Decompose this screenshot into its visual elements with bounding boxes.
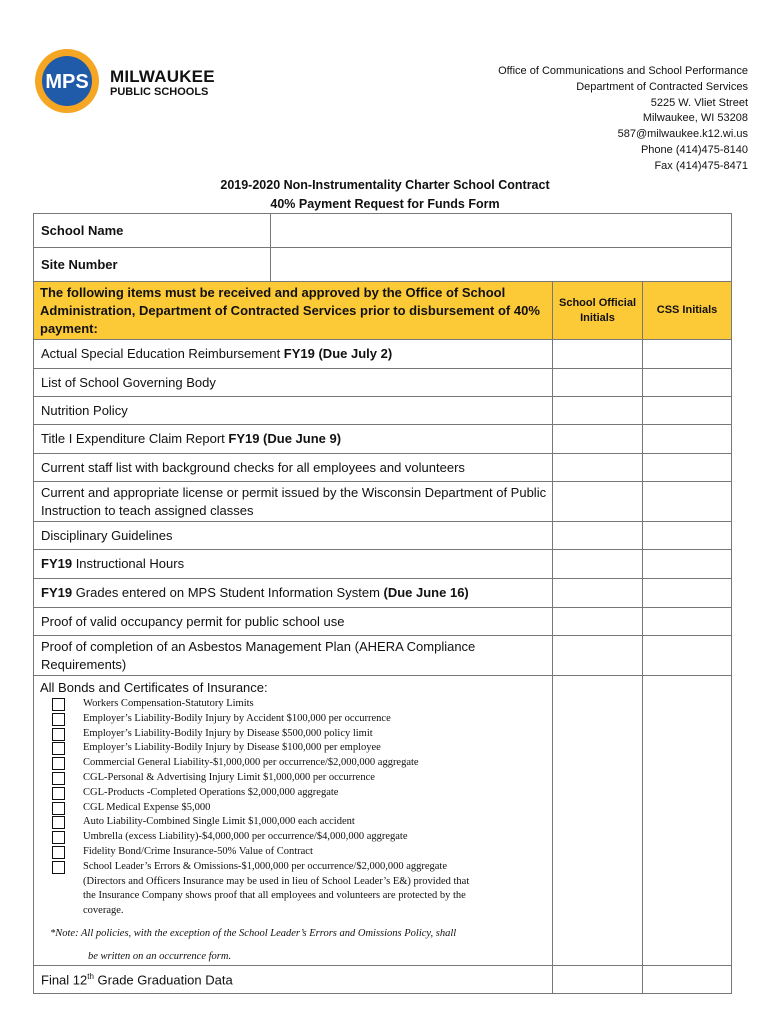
insurance-item: Auto Liability-Combined Single Limit $1,000,000 each accident [40,815,552,830]
css-initials-cell[interactable] [643,550,732,579]
mps-logo [34,48,214,114]
requirement-row [34,579,732,608]
requirement-row [34,608,732,636]
address-phone: Phone (414)475-8140 [640,143,748,156]
requirement-item: Title I Expenditure Claim Report FY19 (Due June 9) [34,425,553,454]
requirements-header-row [34,282,732,340]
requirement-item: FY19 Grades entered on MPS Student Information System (Due June 16) [34,579,553,608]
requirement-row [34,482,732,522]
school-official-initials-cell[interactable] [553,454,643,482]
requirement-row [34,965,732,993]
insurance-checkbox[interactable] [52,787,65,800]
insurance-checkbox[interactable] [52,846,65,859]
insurance-checkbox[interactable] [52,698,65,711]
css-initials-cell[interactable] [643,425,732,454]
address-line: 5225 W. Vliet Street [650,96,748,109]
requirement-item: Proof of valid occupancy permit for public school use [34,608,553,636]
requirement-item: Actual Special Education Reimbursement FY19 (Due July 2) [34,340,553,369]
css-initials-cell[interactable] [643,369,732,397]
school-official-initials-cell[interactable] [553,522,643,550]
insurance-continuation: the Insurance Company shows proof that all employees and volunteers are protected by the [83,890,466,902]
requirement-row [34,369,732,397]
requirement-row [34,454,732,482]
insurance-checkbox[interactable] [52,816,65,829]
insurance-item: Workers Compensation-Statutory Limits [40,697,552,712]
requirement-item: FY19 Instructional Hours [34,550,553,579]
insurance-checkbox[interactable] [52,831,65,844]
school-official-initials-cell[interactable] [553,965,643,993]
insurance-checkbox[interactable] [52,742,65,755]
css-initials-cell[interactable] [643,482,732,522]
insurance-item: Employer’s Liability-Bodily Injury by Disease $100,000 per employee [40,741,552,756]
form-title-line1: 2019-2020 Non-Instrumentality Charter School Contract [220,178,550,192]
address-line: Office of Communications and School Performance [498,65,748,77]
requirement-item: Disciplinary Guidelines [34,522,553,550]
insurance-item: School Leader’s Errors & Omissions-$1,000,000 per occurrence/$2,000,000 aggregate [40,860,552,875]
insurance-item: Umbrella (excess Liability)-$4,000,000 per occurrence/$4,000,000 aggregate [40,830,552,845]
insurance-checkbox[interactable] [52,772,65,785]
site-number-row [34,248,732,282]
insurance-item: CGL Medical Expense $5,000 [40,801,552,816]
css-initials-cell[interactable] [643,608,732,636]
school-name-input[interactable] [271,214,732,248]
requirement-row [34,425,732,454]
requirement-item: Nutrition Policy [34,397,553,425]
address-fax: Fax (414)475-8471 [654,159,748,172]
insurance-row [34,676,732,966]
requirement-item: List of School Governing Body [34,369,553,397]
requirement-item: Proof of completion of an Asbestos Management Plan (AHERA Compliance Requirements) [34,636,553,676]
mps-logo-mark [34,48,104,114]
insurance-heading: All Bonds and Certificates of Insurance: [40,680,268,695]
insurance-item: Fidelity Bond/Crime Insurance-50% Value of Contract [40,845,552,860]
requirements-header: The following items must be received and approved by the Office of School Administration, Department of Contracted Services prior to disbursement of 40% payment: [34,282,553,340]
requirement-row [34,522,732,550]
school-official-initials-cell[interactable] [553,636,643,676]
school-official-initials-cell[interactable] [553,369,643,397]
css-initials-cell[interactable] [643,522,732,550]
school-official-initials-cell[interactable] [553,608,643,636]
address-block [498,64,748,175]
css-initials-cell[interactable] [643,676,732,966]
insurance-item: Commercial General Liability-$1,000,000 per occurrence/$2,000,000 aggregate [40,756,552,771]
address-line: Department of Contracted Services [576,80,748,93]
insurance-continuation: coverage. [83,905,124,917]
insurance-item: Employer’s Liability-Bodily Injury by Disease $500,000 policy limit [40,727,552,742]
form-title-line2: 40% Payment Request for Funds Form [270,197,500,211]
css-initials-cell[interactable] [643,340,732,369]
insurance-checkbox[interactable] [52,713,65,726]
school-official-initials-cell[interactable] [553,550,643,579]
site-number-label: Site Number [34,248,271,282]
insurance-continuation: (Directors and Officers Insurance may be used in lieu of School Leader’s E&) provided that [83,875,470,887]
school-official-initials-cell[interactable] [553,676,643,966]
school-name-row [34,214,732,248]
logo-word-milwaukee: MILWAUKEE [110,67,215,86]
requirement-item: Current and appropriate license or permit issued by the Wisconsin Department of Public Instruction to teach assigned classes [34,482,553,522]
requirement-row [34,340,732,369]
school-official-initials-cell[interactable] [553,579,643,608]
logo-word-public-schools: PUBLIC SCHOOLS [110,86,209,98]
css-initials-cell[interactable] [643,397,732,425]
insurance-checkbox[interactable] [52,728,65,741]
insurance-section [34,676,553,966]
address-line: Milwaukee, WI 53208 [642,112,748,125]
col-school-official-initials: School Official Initials [553,282,643,340]
logo-abbr: MPS [45,71,89,93]
form-title [0,176,770,214]
insurance-item: Employer’s Liability-Bodily Injury by Accident $100,000 per occurrence [40,712,552,727]
insurance-item: CGL-Products -Completed Operations $2,000,000 aggregate [40,786,552,801]
insurance-note-cont: be written on an occurrence form. [88,950,232,962]
school-official-initials-cell[interactable] [553,340,643,369]
insurance-item: CGL-Personal & Advertising Injury Limit $1,000,000 per occurrence [40,771,552,786]
school-official-initials-cell[interactable] [553,425,643,454]
insurance-checkbox[interactable] [52,861,65,874]
school-official-initials-cell[interactable] [553,482,643,522]
insurance-note: *Note: All policies, with the exception of the School Leader’s Errors and Omissions Policy, shall [50,927,457,939]
payment-request-form [33,213,732,994]
col-css-initials: CSS Initials [643,282,732,340]
address-email[interactable]: 587@milwaukee.k12.wi.us [617,128,748,141]
requirement-row [34,550,732,579]
insurance-checkbox[interactable] [52,757,65,770]
css-initials-cell[interactable] [643,636,732,676]
insurance-checkbox[interactable] [52,802,65,815]
css-initials-cell[interactable] [643,965,732,993]
requirement-row [34,397,732,425]
school-name-label: School Name [34,214,271,248]
css-initials-cell[interactable] [643,454,732,482]
site-number-input[interactable] [271,248,732,282]
school-official-initials-cell[interactable] [553,397,643,425]
requirement-item: Current staff list with background checks for all employees and volunteers [34,454,553,482]
requirement-row [34,636,732,676]
requirement-item: Final 12th Grade Graduation Data [34,965,553,993]
css-initials-cell[interactable] [643,579,732,608]
